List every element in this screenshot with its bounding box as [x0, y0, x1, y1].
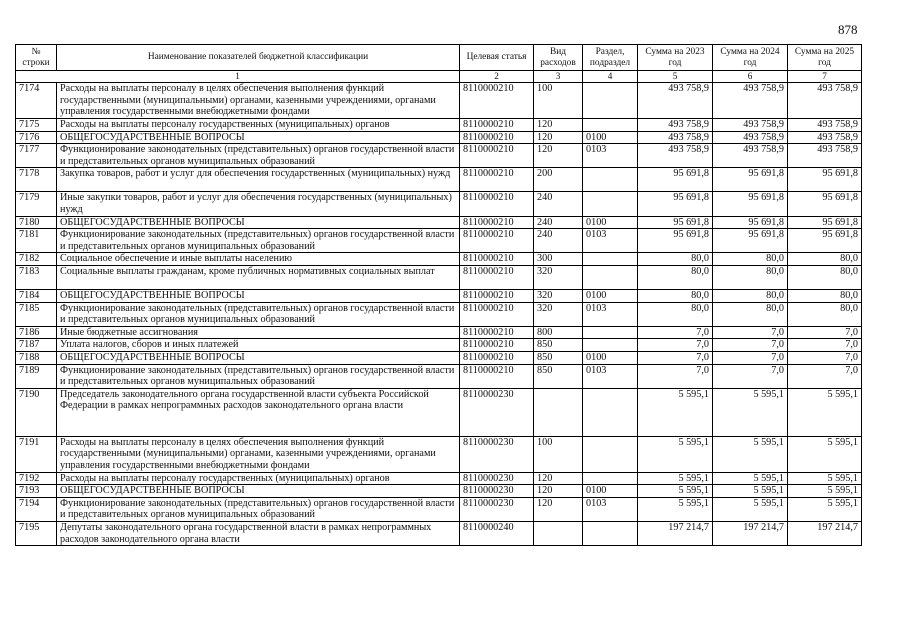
table-row: [16, 83, 862, 119]
row-sum-2023: 5 595,1: [638, 485, 713, 498]
row-sum-2024: 5 595,1: [713, 436, 788, 472]
table-row: [16, 192, 862, 216]
column-number-7: 7: [788, 71, 862, 83]
row-sum-2023: 95 691,8: [638, 192, 713, 216]
row-target-item: 8110000230: [460, 485, 534, 498]
row-sum-2025: 95 691,8: [788, 216, 862, 229]
row-expense-type: [534, 388, 583, 436]
row-section: [583, 119, 638, 132]
row-number: 7189: [16, 364, 57, 388]
row-expense-type: 240: [534, 192, 583, 216]
row-sum-2025: 493 758,9: [788, 119, 862, 132]
column-number-6: 6: [713, 71, 788, 83]
row-sum-2023: 80,0: [638, 265, 713, 289]
row-section: 0103: [583, 144, 638, 168]
row-sum-2023: 95 691,8: [638, 216, 713, 229]
row-target-item: 8110000210: [460, 351, 534, 364]
row-target-item: 8110000210: [460, 339, 534, 352]
row-sum-2025: 5 595,1: [788, 388, 862, 436]
table-row: [16, 472, 862, 485]
row-sum-2023: 5 595,1: [638, 436, 713, 472]
row-sum-2025: 80,0: [788, 253, 862, 266]
row-target-item: 8110000210: [460, 192, 534, 216]
row-sum-2025: 95 691,8: [788, 168, 862, 192]
row-number: 7174: [16, 83, 57, 119]
header-sum-2025: Сумма на 2025 год: [788, 45, 862, 71]
table-row: [16, 216, 862, 229]
row-sum-2024: 493 758,9: [713, 83, 788, 119]
row-section: 0100: [583, 485, 638, 498]
column-number-2: 2: [460, 71, 534, 83]
table-row: [16, 229, 862, 253]
row-section: [583, 472, 638, 485]
row-sum-2024: 7,0: [713, 364, 788, 388]
row-sum-2025: 5 595,1: [788, 436, 862, 472]
row-expense-type: 320: [534, 265, 583, 289]
table-row: [16, 364, 862, 388]
table-row: [16, 388, 862, 436]
row-sum-2025: 80,0: [788, 302, 862, 326]
row-name: Функционирование законодательных (представительных) органов государственной власти и представительных органов муниципальных образований: [57, 302, 460, 326]
row-sum-2024: 5 595,1: [713, 485, 788, 498]
row-target-item: 8110000210: [460, 289, 534, 302]
row-sum-2024: 95 691,8: [713, 192, 788, 216]
row-section: [583, 253, 638, 266]
row-target-item: 8110000210: [460, 364, 534, 388]
row-sum-2025: 7,0: [788, 351, 862, 364]
row-target-item: 8110000240: [460, 522, 534, 546]
row-sum-2023: 493 758,9: [638, 83, 713, 119]
row-sum-2024: 5 595,1: [713, 497, 788, 521]
header-sum-2024: Сумма на 2024 год: [713, 45, 788, 71]
row-target-item: 8110000210: [460, 168, 534, 192]
row-name: Функционирование законодательных (представительных) органов государственной власти и представительных органов муниципальных образований: [57, 364, 460, 388]
row-expense-type: 120: [534, 144, 583, 168]
row-sum-2023: 493 758,9: [638, 119, 713, 132]
row-name: Депутаты законодательного органа государственной власти в рамках непрограммных расходов законодательного органа власти: [57, 522, 460, 546]
row-expense-type: 120: [534, 131, 583, 144]
row-name: Закупка товаров, работ и услуг для обеспечения государственных (муниципальных) нужд: [57, 168, 460, 192]
row-name: Расходы на выплаты персоналу в целях обеспечения выполнения функций государственными (муниципальными) органами, казенными учреждениями, органами управления государственными внебюджетными фондами: [57, 436, 460, 472]
table-row: [16, 253, 862, 266]
row-sum-2023: 7,0: [638, 351, 713, 364]
table-row: [16, 326, 862, 339]
row-number: 7183: [16, 265, 57, 289]
row-sum-2024: 80,0: [713, 289, 788, 302]
row-sum-2025: 5 595,1: [788, 485, 862, 498]
row-name: ОБЩЕГОСУДАРСТВЕННЫЕ ВОПРОСЫ: [57, 289, 460, 302]
row-expense-type: 240: [534, 229, 583, 253]
table-row: [16, 265, 862, 289]
row-number: 7188: [16, 351, 57, 364]
row-section: 0100: [583, 351, 638, 364]
table-row: [16, 351, 862, 364]
row-sum-2024: 7,0: [713, 326, 788, 339]
row-expense-type: 120: [534, 472, 583, 485]
row-section: 0103: [583, 229, 638, 253]
row-name: Социальное обеспечение и иные выплаты населению: [57, 253, 460, 266]
row-number: 7178: [16, 168, 57, 192]
row-section: [583, 436, 638, 472]
row-section: 0100: [583, 289, 638, 302]
row-sum-2023: 80,0: [638, 302, 713, 326]
row-target-item: 8110000230: [460, 497, 534, 521]
row-sum-2023: 5 595,1: [638, 472, 713, 485]
row-section: [583, 83, 638, 119]
row-number: 7193: [16, 485, 57, 498]
row-number: 7177: [16, 144, 57, 168]
row-target-item: 8110000210: [460, 229, 534, 253]
row-sum-2024: 80,0: [713, 253, 788, 266]
row-sum-2025: 95 691,8: [788, 192, 862, 216]
row-number: 7182: [16, 253, 57, 266]
row-target-item: 8110000210: [460, 326, 534, 339]
row-expense-type: 850: [534, 364, 583, 388]
row-name: Социальные выплаты гражданам, кроме публичных нормативных социальных выплат: [57, 265, 460, 289]
column-number-4: 4: [583, 71, 638, 83]
table-row: [16, 289, 862, 302]
row-section: [583, 326, 638, 339]
row-name: Расходы на выплаты персоналу в целях обеспечения выполнения функций государственными (муниципальными) органами, казенными учреждениями, органами управления государственными внебюджетными фондами: [57, 83, 460, 119]
row-number: 7192: [16, 472, 57, 485]
row-sum-2025: 493 758,9: [788, 131, 862, 144]
row-sum-2025: 80,0: [788, 265, 862, 289]
row-target-item: 8110000210: [460, 83, 534, 119]
row-name: Расходы на выплаты персоналу государственных (муниципальных) органов: [57, 472, 460, 485]
row-number: 7181: [16, 229, 57, 253]
row-sum-2025: 7,0: [788, 326, 862, 339]
table-row: [16, 302, 862, 326]
row-sum-2024: 197 214,7: [713, 522, 788, 546]
column-number-1: 1: [16, 71, 460, 83]
row-sum-2023: 7,0: [638, 364, 713, 388]
table-row: [16, 497, 862, 521]
row-target-item: 8110000210: [460, 119, 534, 132]
row-number: 7190: [16, 388, 57, 436]
row-sum-2024: 493 758,9: [713, 131, 788, 144]
row-expense-type: 200: [534, 168, 583, 192]
row-section: [583, 168, 638, 192]
row-sum-2024: 493 758,9: [713, 144, 788, 168]
row-name: Функционирование законодательных (представительных) органов государственной власти и представительных органов муниципальных образований: [57, 497, 460, 521]
row-sum-2023: 80,0: [638, 253, 713, 266]
row-section: 0100: [583, 131, 638, 144]
row-sum-2025: 7,0: [788, 364, 862, 388]
row-name: Расходы на выплаты персоналу государственных (муниципальных) органов: [57, 119, 460, 132]
row-number: 7175: [16, 119, 57, 132]
row-target-item: 8110000230: [460, 472, 534, 485]
column-number-row: [16, 71, 862, 83]
row-sum-2023: 5 595,1: [638, 497, 713, 521]
row-number: 7187: [16, 339, 57, 352]
row-sum-2024: 7,0: [713, 351, 788, 364]
row-number: 7180: [16, 216, 57, 229]
column-number-3: 3: [534, 71, 583, 83]
row-expense-type: 800: [534, 326, 583, 339]
row-target-item: 8110000210: [460, 253, 534, 266]
row-sum-2023: 5 595,1: [638, 388, 713, 436]
row-section: [583, 522, 638, 546]
row-expense-type: 850: [534, 339, 583, 352]
row-expense-type: 100: [534, 436, 583, 472]
page-number: 878: [838, 22, 858, 37]
row-number: 7191: [16, 436, 57, 472]
header-target-item: Целевая статья: [460, 45, 534, 71]
row-expense-type: 100: [534, 83, 583, 119]
row-number: 7195: [16, 522, 57, 546]
table-row: [16, 168, 862, 192]
row-expense-type: [534, 522, 583, 546]
header-section: Раздел, подраздел: [583, 45, 638, 71]
row-sum-2024: 5 595,1: [713, 388, 788, 436]
row-name: ОБЩЕГОСУДАРСТВЕННЫЕ ВОПРОСЫ: [57, 131, 460, 144]
row-expense-type: 120: [534, 485, 583, 498]
row-sum-2024: 95 691,8: [713, 216, 788, 229]
row-sum-2023: 7,0: [638, 339, 713, 352]
row-section: [583, 192, 638, 216]
row-sum-2023: 197 214,7: [638, 522, 713, 546]
row-number: 7179: [16, 192, 57, 216]
row-section: 0103: [583, 302, 638, 326]
row-number: 7194: [16, 497, 57, 521]
row-section: 0100: [583, 216, 638, 229]
row-expense-type: 240: [534, 216, 583, 229]
row-section: 0103: [583, 497, 638, 521]
row-sum-2023: 95 691,8: [638, 168, 713, 192]
row-sum-2025: 80,0: [788, 289, 862, 302]
row-sum-2024: 7,0: [713, 339, 788, 352]
row-sum-2024: 95 691,8: [713, 168, 788, 192]
row-sum-2024: 5 595,1: [713, 472, 788, 485]
row-target-item: 8110000230: [460, 436, 534, 472]
row-sum-2024: 95 691,8: [713, 229, 788, 253]
row-target-item: 8110000210: [460, 216, 534, 229]
row-sum-2023: 95 691,8: [638, 229, 713, 253]
row-sum-2025: 95 691,8: [788, 229, 862, 253]
row-name: ОБЩЕГОСУДАРСТВЕННЫЕ ВОПРОСЫ: [57, 351, 460, 364]
row-expense-type: 320: [534, 289, 583, 302]
row-sum-2024: 80,0: [713, 265, 788, 289]
row-sum-2024: 80,0: [713, 302, 788, 326]
row-target-item: 8110000210: [460, 265, 534, 289]
row-name: Иные бюджетные ассигнования: [57, 326, 460, 339]
budget-table: [15, 44, 862, 546]
row-target-item: 8110000210: [460, 302, 534, 326]
row-expense-type: 320: [534, 302, 583, 326]
row-expense-type: 850: [534, 351, 583, 364]
header-expense-type: Вид расходов: [534, 45, 583, 71]
row-sum-2023: 80,0: [638, 289, 713, 302]
row-target-item: 8110000230: [460, 388, 534, 436]
column-number-5: 5: [638, 71, 713, 83]
row-name: Функционирование законодательных (представительных) органов государственной власти и представительных органов муниципальных образований: [57, 229, 460, 253]
row-expense-type: 120: [534, 497, 583, 521]
row-expense-type: 300: [534, 253, 583, 266]
table-row: [16, 131, 862, 144]
row-sum-2025: 7,0: [788, 339, 862, 352]
table-header-row: [16, 45, 862, 71]
table-row: [16, 436, 862, 472]
row-name: Иные закупки товаров, работ и услуг для обеспечения государственных (муниципальных) нужд: [57, 192, 460, 216]
row-expense-type: 120: [534, 119, 583, 132]
row-name: ОБЩЕГОСУДАРСТВЕННЫЕ ВОПРОСЫ: [57, 216, 460, 229]
row-target-item: 8110000210: [460, 144, 534, 168]
table-row: [16, 522, 862, 546]
row-section: [583, 339, 638, 352]
row-name: ОБЩЕГОСУДАРСТВЕННЫЕ ВОПРОСЫ: [57, 485, 460, 498]
row-sum-2025: 5 595,1: [788, 497, 862, 521]
header-name: Наименование показателей бюджетной классификации: [57, 45, 460, 71]
row-number: 7185: [16, 302, 57, 326]
row-number: 7176: [16, 131, 57, 144]
row-sum-2023: 493 758,9: [638, 131, 713, 144]
row-name: Уплата налогов, сборов и иных платежей: [57, 339, 460, 352]
row-section: 0103: [583, 364, 638, 388]
row-sum-2024: 493 758,9: [713, 119, 788, 132]
row-sum-2025: 5 595,1: [788, 472, 862, 485]
header-sum-2023: Сумма на 2023 год: [638, 45, 713, 71]
row-sum-2025: 493 758,9: [788, 144, 862, 168]
row-number: 7184: [16, 289, 57, 302]
header-row-number: № строки: [16, 45, 57, 71]
row-sum-2023: 493 758,9: [638, 144, 713, 168]
row-name: Функционирование законодательных (представительных) органов государственной власти и представительных органов муниципальных образований: [57, 144, 460, 168]
row-sum-2023: 7,0: [638, 326, 713, 339]
row-number: 7186: [16, 326, 57, 339]
table-row: [16, 144, 862, 168]
table-row: [16, 339, 862, 352]
table-row: [16, 485, 862, 498]
row-target-item: 8110000210: [460, 131, 534, 144]
table-row: [16, 119, 862, 132]
row-sum-2025: 197 214,7: [788, 522, 862, 546]
row-sum-2025: 493 758,9: [788, 83, 862, 119]
row-section: [583, 388, 638, 436]
row-name: Председатель законодательного органа государственной власти субъекта Российской Федерации в рамках непрограммных расходов законодательного органа власти: [57, 388, 460, 436]
row-section: [583, 265, 638, 289]
